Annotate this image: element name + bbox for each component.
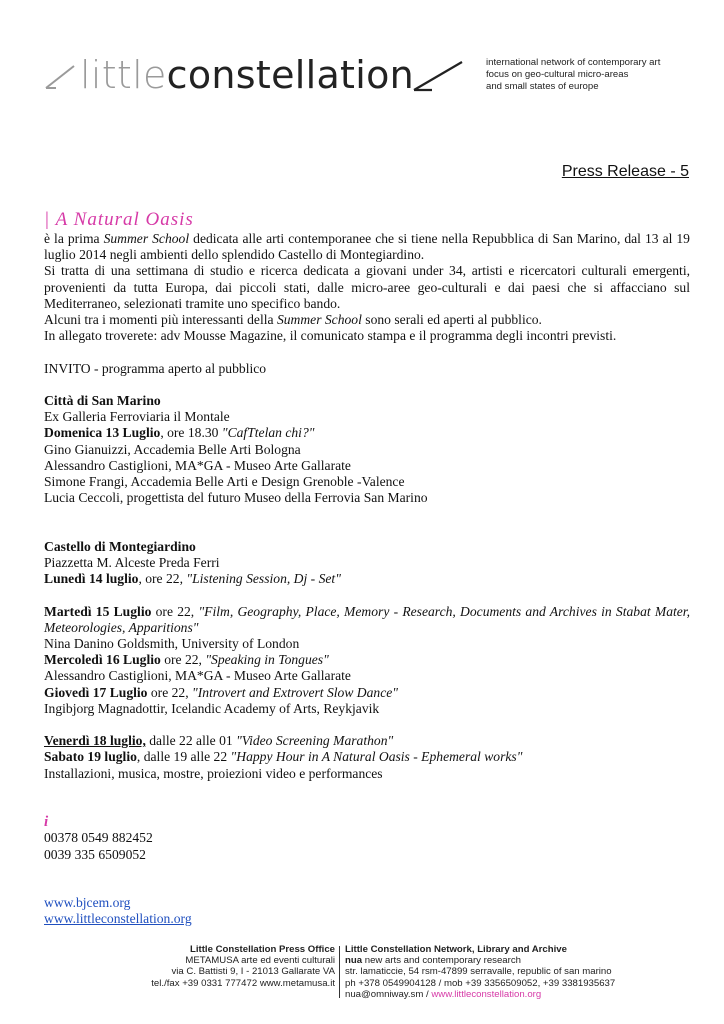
event-date: Domenica 13 Luglio <box>44 425 161 441</box>
event-line-tuesday <box>44 604 690 636</box>
event-time: , dalle 19 alle 22 <box>136 749 231 765</box>
littleconstellation-link[interactable]: www.littleconstellation.org <box>44 911 192 927</box>
event-date: Mercoledì 16 Luglio <box>44 652 161 668</box>
event-line-thursday <box>44 685 690 701</box>
footer-web-link[interactable]: www.littleconstellation.org <box>431 988 542 1000</box>
speaker-line: Ingibjorg Magnadottir, Icelandic Academy of Arts, Reykjavik <box>44 700 380 716</box>
logo-right-slash-icon <box>410 58 466 94</box>
intro-paragraph-1 <box>44 231 690 263</box>
san-marino-heading: Città di San Marino <box>44 393 161 408</box>
footer-divider <box>339 946 340 998</box>
speaker-line: Lucia Ceccoli, progettista del futuro Museo della Ferrovia San Marino <box>44 490 428 506</box>
event-title: "Film, Geography, Place, Memory - Research, Documents and Archives in Stabat Mater, Meteorologies, Apparitions" <box>44 603 690 635</box>
san-marino-venue: Ex Galleria Ferroviaria il Montale <box>44 409 230 425</box>
footer-line: ph +378 0549904128 / mob +39 3356509052, +39 3381935637 <box>345 977 616 989</box>
footer-line: str. lamaticcie, 54 rsm-47899 serravalle, republic of san marino <box>345 966 612 978</box>
footer-nua-desc: new arts and contemporary research <box>362 955 521 967</box>
speaker-line: Gino Gianuizzi, Accademia Belle Arti Bologna <box>44 441 301 457</box>
speaker-line: Alessandro Castiglioni, MA*GA - Museo Arte Gallarate <box>44 457 351 473</box>
event-date: Lunedì 14 luglio <box>44 571 139 587</box>
montegiardino-venue: Piazzetta M. Alceste Preda Ferri <box>44 555 220 571</box>
document-title: | A Natural Oasis <box>44 209 194 230</box>
intro-text: è la prima <box>44 231 104 246</box>
footer-line <box>345 989 615 1000</box>
logo-constellation: constellation <box>166 53 415 97</box>
footer-line: METAMUSA arte ed eventi culturali <box>185 955 335 967</box>
intro-paragraph-2: Si tratta di una settimana di studio e ricerca dedicata a giovani under 34, artisti e ricercatori culturali emergenti, provenienti da tutta Europa, dai piccoli stati, dalle micro-aree geo-culturali e dai paesi che si affacciano sul Mediterraneo, selezionati tramite uno specifico bando. <box>44 263 690 311</box>
event-time: ore 22, <box>147 684 193 700</box>
event-time: ore 22, <box>151 603 199 619</box>
phone-number: 00378 0549 882452 <box>44 830 153 846</box>
intro-paragraph-3 <box>44 312 690 328</box>
intro-text: dedicata alle arti contemporanee che si tiene nella Repubblica di San Marino, dal 13 al 19 luglio 2014 negli ambienti dello splendido Castello di Montegiardino. <box>44 231 690 263</box>
logo <box>44 52 474 102</box>
speaker-line: Nina Danino Goldsmith, University of London <box>44 636 300 652</box>
tagline <box>486 57 696 93</box>
event-title: "CafTtelan chi?" <box>221 425 315 441</box>
event-time: dalle 22 alle 01 <box>145 733 237 749</box>
event-time: ore 22, <box>160 652 206 668</box>
intro-text: sono serali ed aperti al pubblico. <box>361 312 542 328</box>
footer-network <box>345 944 615 1000</box>
event-line-sunday <box>44 425 690 441</box>
phone-number: 0039 335 6509052 <box>44 846 146 862</box>
event-line-saturday <box>44 749 690 765</box>
press-release-label: Press Release - 5 <box>561 163 689 180</box>
info-icon: i <box>44 814 49 831</box>
intro-emphasis: Summer School <box>103 231 190 246</box>
intro-emphasis: Summer School <box>276 312 362 328</box>
event-title: "Speaking in Tongues" <box>205 652 329 668</box>
invito-line: INVITO - programma aperto al pubblico <box>44 360 267 376</box>
footer-email: nua@omniway.sm / <box>345 988 432 1000</box>
event-date: Giovedì 17 Luglio <box>44 684 148 700</box>
logo-little: little <box>80 53 167 97</box>
footer <box>0 944 724 1000</box>
logo-left-slash-icon <box>44 62 78 90</box>
tagline-line: international network of contemporary art <box>486 57 661 68</box>
tagline-line: focus on geo-cultural micro-areas <box>486 69 629 80</box>
intro-text: Alcuni tra i momenti più interessanti della <box>44 312 277 328</box>
event-title: "Introvert and Extrovert Slow Dance" <box>192 684 398 700</box>
event-date: Martedì 15 Luglio <box>44 603 152 619</box>
main-content <box>44 209 690 928</box>
footer-line: Little Constellation Network, Library and Archive <box>345 944 567 955</box>
speaker-line: Simone Frangi, Accademia Belle Arti e Design Grenoble -Valence <box>44 474 405 490</box>
event-time: , ore 22, <box>138 571 187 587</box>
logo-wordmark <box>80 50 414 100</box>
tagline-line: and small states of europe <box>486 81 599 92</box>
event-title: "Video Screening Marathon" <box>236 733 394 749</box>
event-time: , ore 18.30 <box>160 425 222 441</box>
event-title: "Happy Hour in A Natural Oasis - Ephemeral works" <box>230 749 523 765</box>
speaker-line: Alessandro Castiglioni, MA*GA - Museo Arte Gallarate <box>44 668 351 684</box>
montegiardino-heading: Castello di Montegiardino <box>44 538 196 554</box>
footer-nua: nua <box>345 955 363 967</box>
event-line-friday <box>44 733 690 749</box>
bjcem-link[interactable]: www.bjcem.org <box>44 895 131 911</box>
footer-line: tel./fax +39 0331 777472 www.metamusa.it <box>151 977 335 989</box>
event-date: Venerdì 18 luglio, <box>44 733 146 749</box>
intro-paragraph-4: In allegato troverete: adv Mousse Magazine, il comunicato stampa e il programma degli incontri previsti. <box>44 328 617 344</box>
footer-line <box>345 955 615 966</box>
event-line-wednesday <box>44 652 690 668</box>
footer-press-office <box>151 944 335 989</box>
footer-line: Little Constellation Press Office <box>189 944 335 955</box>
footer-line: via C. Battisti 9, I - 21013 Gallarate VA <box>171 966 335 978</box>
event-date: Sabato 19 luglio <box>44 749 137 765</box>
event-line-monday <box>44 571 690 587</box>
event-title: "Listening Session, Dj - Set" <box>186 571 341 587</box>
closing-line: Installazioni, musica, mostre, proiezioni video e performances <box>44 765 383 781</box>
